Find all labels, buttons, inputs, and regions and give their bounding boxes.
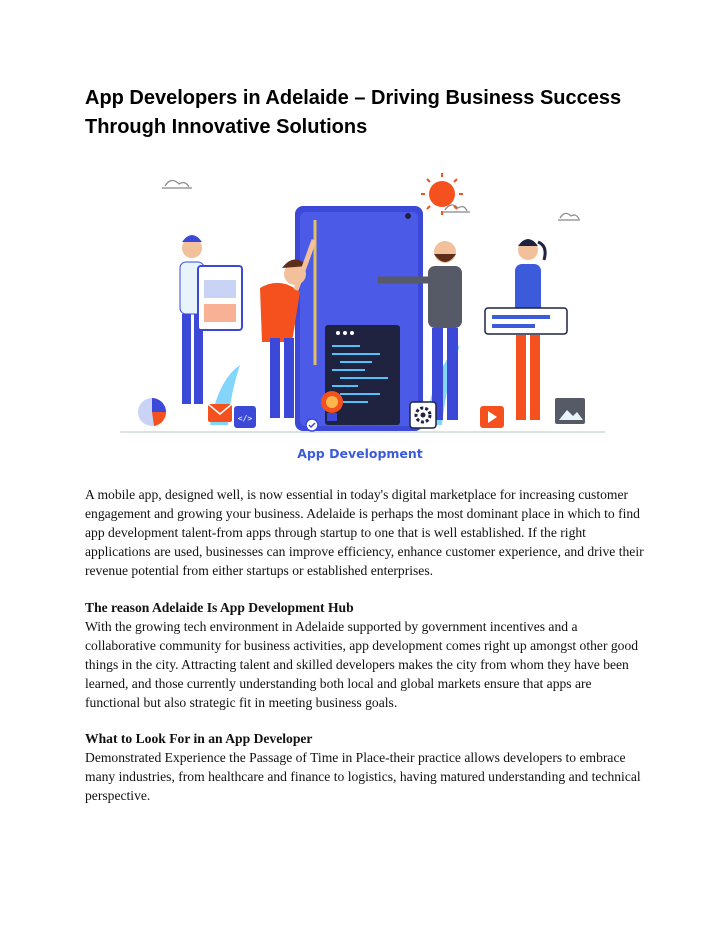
section-body: Demonstrated Experience the Passage of Time in Place-their practice allows developers to embrace many industries, from healthcare and finance to logistics, having matured understanding and technical perspective.: [85, 750, 641, 803]
image-icon: [555, 398, 585, 424]
mail-icon: [208, 404, 232, 422]
page-title: App Developers in Adelaide – Driving Business Success Through Innovative Solutions: [85, 87, 622, 138]
check-icon: [306, 419, 318, 431]
intro-paragraph: A mobile app, designed well, is now essential in today's digital marketplace for increasing customer engagement and growing your business. Adelaide is perhaps the most dominant place in which to find app development talent-from apps through startup to one that is well established. If the right applications are used, businesses can improve efficiency, enhance customer experience, and drive their revenue potential from either startups or established enterprises.: [85, 487, 644, 578]
section-what-to-look-for: [85, 729, 645, 805]
person-right: [485, 239, 567, 420]
section-body: With the growing tech environment in Adelaide supported by government incentives and a collaborative community for business activities, app development comes right up amongst other good things in the city. Attracting talent and skilled developers makes the city from whom they have been learned, and those currently understanding both local and global markets ensure that apps are functional but also strategic fit in meeting business goals.: [85, 619, 639, 710]
svg-text:</>: </>: [237, 414, 253, 423]
sun-icon: [421, 173, 463, 215]
section-heading: The reason Adelaide Is App Development Hub: [85, 600, 354, 615]
figure-caption: App Development: [297, 446, 423, 461]
code-icon: [234, 406, 256, 428]
pie-chart-icon: [138, 398, 166, 426]
section-adelaide-hub: [85, 598, 645, 712]
app-development-illustration: [110, 170, 610, 470]
section-heading: What to Look For in an App Developer: [85, 731, 313, 746]
play-icon: [480, 406, 504, 428]
settings-icon: [410, 402, 436, 428]
